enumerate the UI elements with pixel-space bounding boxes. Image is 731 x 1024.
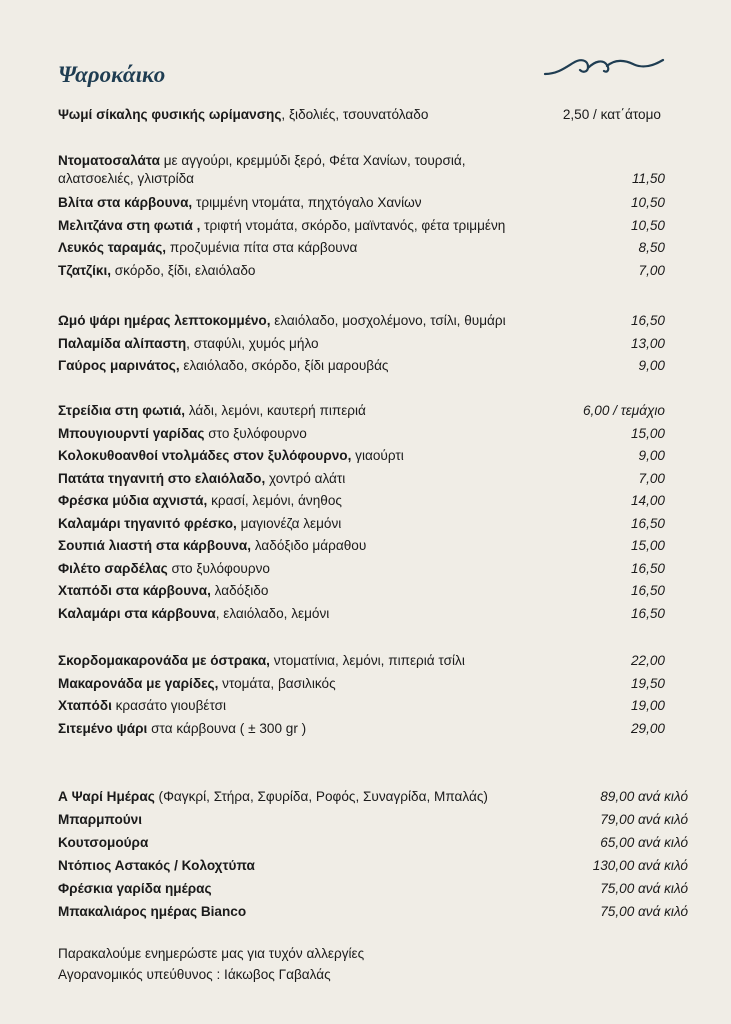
item-description: λαδόξιδο xyxy=(210,583,269,598)
item-description: ντομάτα, βασιλικός xyxy=(218,675,336,691)
item-price: 89,00 ανά κιλό xyxy=(600,789,688,804)
menu-item xyxy=(58,832,731,854)
menu-item xyxy=(58,878,731,900)
item-price: 6,00 / τεμάχιο xyxy=(582,403,665,418)
item-description: στο ξυλόφουρνο xyxy=(204,425,307,441)
menu-item xyxy=(58,445,731,467)
menu-item xyxy=(58,260,731,282)
item-price: 130,00 ανά κιλό xyxy=(592,858,688,873)
menu-item xyxy=(58,809,731,831)
item-description: γιαούρτι xyxy=(351,448,404,463)
item-description: τριφτή ντομάτα, σκόρδο, μαϊντανός, φέτα τριμμένη xyxy=(200,217,506,233)
menu-item xyxy=(58,513,731,535)
item-name: Μπουγιουρντί γαρίδας xyxy=(58,425,205,441)
item-description: χοντρό αλάτι xyxy=(265,470,346,486)
item-name: Σιτεμένο ψάρι xyxy=(58,720,148,736)
item-price: 10,50 xyxy=(630,195,665,210)
item-description: , σταφύλι, χυμός μήλο xyxy=(186,335,319,351)
item-description: σκόρδο, ξίδι, ελαιόλαδο xyxy=(111,262,256,278)
menu-item xyxy=(58,215,731,237)
item-name: Α Ψαρί Ημέρας xyxy=(58,789,155,804)
item-description: , ξιδολιές, τσουνατόλαδο xyxy=(281,107,429,122)
menu-item xyxy=(58,580,731,602)
menu-item xyxy=(58,695,731,717)
item-description: κρασάτο γιουβέτσι xyxy=(111,698,227,713)
item-name: Μακαρονάδα με γαρίδες, xyxy=(58,675,219,691)
item-name: Στρείδια στη φωτιά, xyxy=(58,403,186,418)
menu-item xyxy=(58,558,731,580)
menu-item xyxy=(58,237,731,259)
menu-item xyxy=(58,603,731,625)
item-name: Σουπιά λιαστή στα κάρβουνα, xyxy=(58,538,252,553)
item-price: 19,50 xyxy=(630,675,665,691)
item-name: Κουτσομούρα xyxy=(58,835,149,850)
item-name: Μελιτζάνα στη φωτιά , xyxy=(58,217,201,233)
menu-item-bread xyxy=(58,104,731,126)
menu-item xyxy=(58,901,731,923)
item-price: 16,50 xyxy=(630,515,665,531)
item-price: 8,50 xyxy=(638,240,665,255)
item-name: Γαύρος μαρινάτος, xyxy=(58,358,180,373)
item-name: Πατάτα τηγανιτή στο ελαιόλαδο, xyxy=(58,470,266,486)
item-name: Τζατζίκι, xyxy=(58,262,112,278)
item-price: 2,50 / κατ΄άτομο xyxy=(562,107,661,122)
item-name: Καλαμάρι τηγανιτό φρέσκο, xyxy=(58,515,237,531)
menu-item xyxy=(58,333,731,355)
menu-item xyxy=(58,355,731,377)
item-price: 10,50 xyxy=(630,217,665,233)
menu-item xyxy=(58,673,731,695)
menu-item xyxy=(58,855,731,877)
item-name: Ντοματοσαλάτα xyxy=(58,153,160,168)
menu-item xyxy=(58,650,731,672)
menu-item xyxy=(58,400,731,422)
item-price: 16,50 xyxy=(630,583,665,598)
item-price: 16,50 xyxy=(630,560,665,576)
item-name: Μπακαλιάρος ημέρας Bianco xyxy=(58,904,247,919)
item-price: 9,00 xyxy=(638,448,665,463)
item-description: ελαιόλαδο, μοσχολέμονο, τσίλι, θυμάρι xyxy=(270,313,506,328)
item-name: Ψωμί σίκαλης φυσικής ωρίμανσης xyxy=(58,107,282,122)
wave-icon xyxy=(543,54,665,80)
item-price: 7,00 xyxy=(638,470,665,486)
menu-item-tomato-salad-line2 xyxy=(58,168,731,190)
item-name: Ωμό ψάρι ημέρας λεπτοκομμένο, xyxy=(58,313,271,328)
item-price: 15,00 xyxy=(630,538,665,553)
item-description: μαγιονέζα λεμόνι xyxy=(236,515,342,531)
item-name: Κολοκυθοανθοί ντολμάδες στον ξυλόφουρνο, xyxy=(58,448,352,463)
item-description: στο ξυλόφουρνο xyxy=(167,560,270,576)
item-name: Σκορδομακαρονάδα με όστρακα, xyxy=(58,653,270,668)
item-description: λαδόξιδο μάραθου xyxy=(251,538,367,553)
item-description: τριμμένη ντομάτα, πηχτόγαλο Χανίων xyxy=(192,195,422,210)
item-description: ντοματίνια, λεμόνι, πιπεριά τσίλι xyxy=(269,653,465,668)
item-description: λάδι, λεμόνι, καυτερή πιπεριά xyxy=(185,403,366,418)
item-price: 16,50 xyxy=(630,313,665,328)
menu-item xyxy=(58,535,731,557)
menu-item xyxy=(58,786,731,808)
menu-item xyxy=(58,423,731,445)
menu-item xyxy=(58,468,731,490)
page-title: Ψαροκάικο xyxy=(58,62,166,87)
item-price: 11,50 xyxy=(631,171,665,186)
item-name: Παλαμίδα αλίπαστη xyxy=(58,335,187,351)
menu-item xyxy=(58,310,731,332)
item-price: 7,00 xyxy=(638,262,665,278)
item-price: 29,00 xyxy=(630,720,665,736)
item-price: 14,00 xyxy=(630,493,665,508)
item-price: 16,50 xyxy=(630,605,665,621)
item-name: Φιλέτο σαρδέλας xyxy=(58,560,168,576)
item-name: Καλαμάρι στα κάρβουνα xyxy=(58,605,216,621)
item-description: κρασί, λεμόνι, άνηθος xyxy=(207,493,342,508)
item-description: στα κάρβουνα ( ± 300 gr ) xyxy=(147,720,307,736)
item-price: 19,00 xyxy=(630,698,665,713)
footer xyxy=(58,943,364,985)
item-name: Μπαρμπούνι xyxy=(58,812,143,827)
menu-item xyxy=(58,718,731,740)
item-description: (Φαγκρί, Στήρα, Σφυρίδα, Ροφός, Συναγρίδα, Μπαλάς) xyxy=(154,789,488,804)
item-name: Φρέσκια γαρίδα ημέρας xyxy=(58,881,212,896)
item-price: 15,00 xyxy=(630,425,665,441)
item-price: 22,00 xyxy=(630,653,665,668)
item-name: Λευκός ταραμάς, xyxy=(58,240,167,255)
item-price: 9,00 xyxy=(638,358,665,373)
item-description: , ελαιόλαδο, λεμόνι xyxy=(215,605,330,621)
item-price: 79,00 ανά κιλό xyxy=(600,812,688,827)
item-name: Φρέσκα μύδια αχνιστά, xyxy=(58,493,208,508)
item-description: προζυμένια πίτα στα κάρβουνα xyxy=(166,240,358,255)
item-description: με αγγούρι, κρεμμύδι ξερό, Φέτα Χανίων, τουρσιά, xyxy=(159,153,466,168)
item-price: 75,00 ανά κιλό xyxy=(600,881,688,896)
item-description: ελαιόλαδο, σκόρδο, ξίδι μαρουβάς xyxy=(179,358,389,373)
item-description: αλατσοελιές, γλιστρίδα xyxy=(58,171,195,186)
allergy-notice: Παρακαλούμε ενημερώστε μας για τυχόν αλλεργίες xyxy=(58,946,365,961)
item-name: Χταπόδι xyxy=(58,698,112,713)
item-price: 65,00 ανά κιλό xyxy=(600,835,688,850)
item-name: Βλίτα στα κάρβουνα, xyxy=(58,195,193,210)
menu-item xyxy=(58,192,731,214)
item-price: 75,00 ανά κιλό xyxy=(600,904,688,919)
item-name: Χταπόδι στα κάρβουνα, xyxy=(58,583,211,598)
item-name: Ντόπιος Αστακός / Κολοχτύπα xyxy=(58,858,255,873)
item-price: 13,00 xyxy=(630,335,665,351)
menu-item xyxy=(58,490,731,512)
market-manager: Αγορανομικός υπεύθυνος : Ιάκωβος Γαβαλάς xyxy=(58,967,331,982)
